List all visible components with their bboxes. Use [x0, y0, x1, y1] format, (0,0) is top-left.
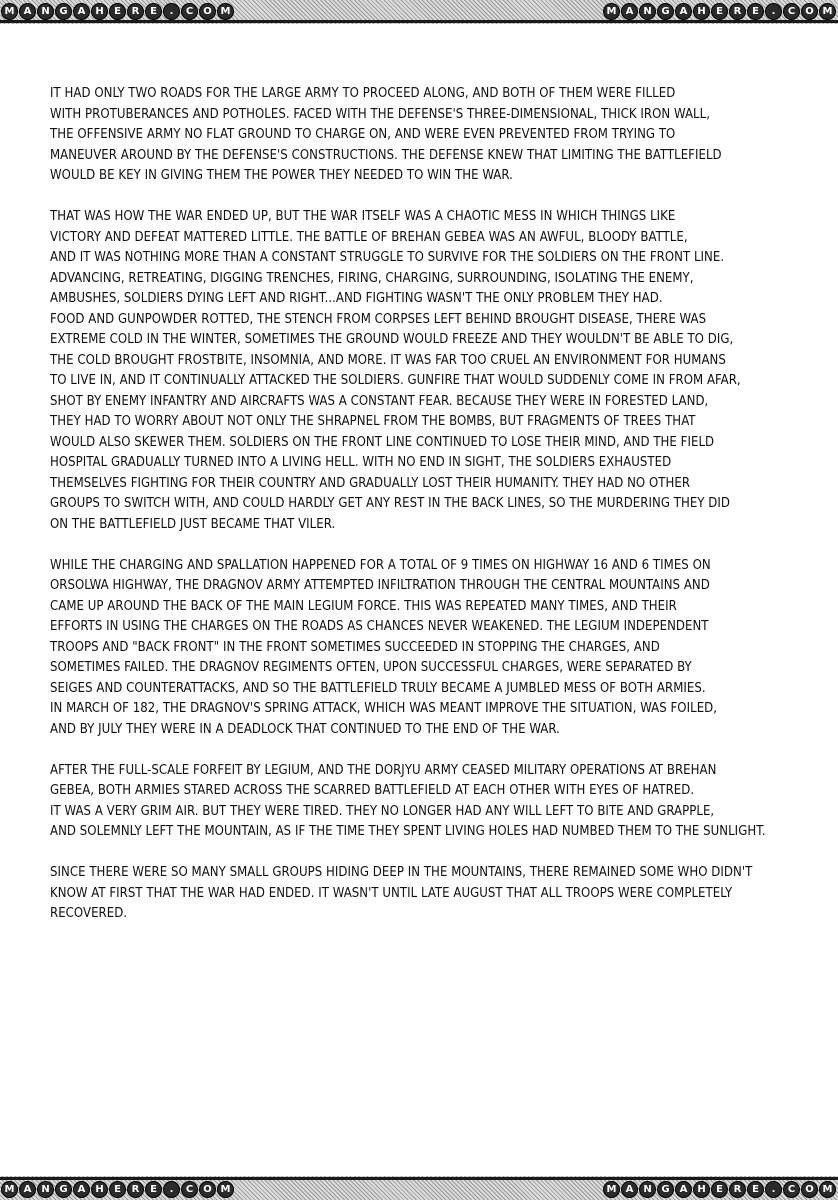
text-line: WOULD BE KEY IN GIVING THEM THE POWER THEY NEEDED TO WIN THE WAR. [50, 168, 513, 183]
paragraph [50, 556, 830, 741]
watermark-glyph: N [639, 1181, 656, 1198]
watermark-glyph: O [199, 1181, 216, 1198]
watermark-glyph: O [801, 3, 818, 20]
watermark-glyph: E [747, 1181, 764, 1198]
watermark-glyph: E [109, 1181, 126, 1198]
watermark-glyph: C [181, 1181, 198, 1198]
text-line: IT WAS A VERY GRIM AIR. BUT THEY WERE TIRED. THEY NO LONGER HAD ANY WILL LEFT TO BITE AND GRAPPLE, [50, 803, 715, 819]
text-line: CAME UP AROUND THE BACK OF THE MAIN LEGIUM FORCE. THIS WAS REPEATED MANY TIMES, AND THEIR [50, 598, 677, 614]
text-line: EFFORTS IN USING THE CHARGES ON THE ROADS AS CHANCES NEVER WEAKENED. THE LEGIUM INDEPENDENT [50, 619, 709, 634]
watermark-glyph: E [109, 3, 126, 20]
divider-line [0, 1177, 838, 1180]
text-line: SOMETIMES FAILED. THE DRAGNOV REGIMENTS OFTEN, UPON SUCCESSFUL CHARGES, WERE SEPARATED BY [50, 660, 692, 675]
text-line: MANEUVER AROUND BY THE DEFENSE'S CONSTRUCTIONS. THE DEFENSE KNEW THAT LIMITING THE BATTLEFIELD [50, 147, 722, 163]
watermark-glyph: N [37, 3, 54, 20]
watermark-glyph: A [675, 1181, 692, 1198]
watermark-glyph: G [55, 1181, 72, 1198]
watermark-glyph: O [199, 3, 216, 20]
watermark-glyph: . [765, 3, 782, 20]
paragraph [50, 207, 830, 535]
text-line: TROOPS AND "BACK FRONT" IN THE FRONT SOMETIMES SUCCEEDED IN STOPPING THE CHARGES, AND [50, 639, 660, 655]
watermark-glyph: M [819, 1181, 836, 1198]
watermark-glyph: E [711, 1181, 728, 1198]
divider-line [0, 20, 838, 23]
watermark-glyph: A [621, 1181, 638, 1198]
paragraph [50, 761, 830, 843]
text-line: SHOT BY ENEMY INFANTRY AND AIRCRAFTS WAS A CONSTANT FEAR. BECAUSE THEY WERE IN FORESTED LAND, [50, 393, 709, 409]
watermark-glyph: R [127, 3, 144, 20]
watermark-logo [1, 1181, 234, 1198]
watermark-glyph: O [801, 1181, 818, 1198]
watermark-glyph: A [675, 3, 692, 20]
text-line: GEBEA, BOTH ARMIES STARED ACROSS THE SCARRED BATTLEFIELD AT EACH OTHER WITH EYES OF HATRED. [50, 783, 695, 798]
watermark-glyph: E [145, 3, 162, 20]
text-line: ORSOLWA HIGHWAY, THE DRAGNOV ARMY ATTEMPTED INFILTRATION THROUGH THE CENTRAL MOUNTAINS AND [50, 578, 710, 593]
watermark-glyph: H [91, 3, 108, 20]
text-line: AND BY JULY THEY WERE IN A DEADLOCK THAT CONTINUED TO THE END OF THE WAR. [50, 721, 560, 737]
paragraph [50, 863, 830, 925]
text-line: THEMSELVES FIGHTING FOR THEIR COUNTRY AND GRADUALLY LOST THEIR HUMANITY. THEY HAD NO OTHER [50, 475, 691, 491]
watermark-glyph: H [693, 3, 710, 20]
top-watermark-bar [0, 0, 838, 24]
watermark-glyph: M [603, 1181, 620, 1198]
watermark-glyph: G [55, 3, 72, 20]
watermark-glyph: R [127, 1181, 144, 1198]
paragraph [50, 84, 830, 187]
text-line: AMBUSHES, SOLDIERS DYING LEFT AND RIGHT...AND FIGHTING WASN'T THE ONLY PROBLEM THEY HAD. [50, 291, 663, 306]
text-line: THE COLD BROUGHT FROSTBITE, INSOMNIA, AND MORE. IT WAS FAR TOO CRUEL AN ENVIRONMENT FOR HUMANS [50, 352, 726, 368]
document-text [50, 84, 830, 945]
watermark-glyph: E [747, 3, 764, 20]
watermark-glyph: G [657, 3, 674, 20]
watermark-glyph: N [37, 1181, 54, 1198]
text-line: AFTER THE FULL-SCALE FORFEIT BY LEGIUM, AND THE DORJYU ARMY CEASED MILITARY OPERATIONS AT BREHAN [50, 762, 717, 778]
watermark-glyph: E [711, 3, 728, 20]
text-line: AND IT WAS NOTHING MORE THAN A CONSTANT STRUGGLE TO SURVIVE FOR THE SOLDIERS ON THE FRONT LINE. [50, 250, 725, 265]
text-line: IT HAD ONLY TWO ROADS FOR THE LARGE ARMY TO PROCEED ALONG, AND BOTH OF THEM WERE FILLED [50, 86, 676, 101]
watermark-glyph: R [729, 3, 746, 20]
watermark-logo [1, 3, 234, 20]
watermark-glyph: M [603, 3, 620, 20]
watermark-glyph: A [73, 1181, 90, 1198]
watermark-glyph: G [657, 1181, 674, 1198]
bottom-watermark-bar [0, 1176, 838, 1200]
watermark-glyph: M [217, 1181, 234, 1198]
text-line: THAT WAS HOW THE WAR ENDED UP, BUT THE WAR ITSELF WAS A CHAOTIC MESS IN WHICH THINGS LIKE [50, 209, 676, 224]
watermark-glyph: A [19, 3, 36, 20]
text-line: ADVANCING, RETREATING, DIGGING TRENCHES, FIRING, CHARGING, SURROUNDING, ISOLATING THE ENEMY, [50, 270, 694, 286]
watermark-glyph: H [91, 1181, 108, 1198]
text-line: GROUPS TO SWITCH WITH, AND COULD HARDLY GET ANY REST IN THE BACK LINES, SO THE MURDERING THEY DID [50, 496, 731, 511]
watermark-logo [603, 3, 836, 20]
text-line: WOULD ALSO SKEWER THEM. SOLDIERS ON THE FRONT LINE CONTINUED TO LOSE THEIR MIND, AND THE FIELD [50, 434, 715, 450]
text-line: FOOD AND GUNPOWDER ROTTED, THE STENCH FROM CORPSES LEFT BEHIND BROUGHT DISEASE, THERE WAS [50, 311, 707, 327]
watermark-glyph: A [19, 1181, 36, 1198]
text-line: EXTREME COLD IN THE WINTER, SOMETIMES THE GROUND WOULD FREEZE AND THEY WOULDN'T BE ABLE TO DIG, [50, 332, 734, 347]
watermark-glyph: M [819, 3, 836, 20]
text-line: THE OFFENSIVE ARMY NO FLAT GROUND TO CHARGE ON, AND WERE EVEN PREVENTED FROM TRYING TO [50, 127, 676, 142]
watermark-glyph: A [621, 3, 638, 20]
text-line: SINCE THERE WERE SO MANY SMALL GROUPS HIDING DEEP IN THE MOUNTAINS, THERE REMAINED SOME WHO DIDN'T [50, 865, 753, 880]
watermark-glyph: A [73, 3, 90, 20]
watermark-glyph: M [1, 1181, 18, 1198]
watermark-glyph: M [217, 3, 234, 20]
watermark-glyph: H [693, 1181, 710, 1198]
text-line: ON THE BATTLEFIELD JUST BECAME THAT VILER. [50, 516, 336, 532]
watermark-glyph: . [163, 1181, 180, 1198]
text-line: TO LIVE IN, AND IT CONTINUALLY ATTACKED THE SOLDIERS. GUNFIRE THAT WOULD SUDDENLY COME IN FROM AFAR, [50, 373, 741, 388]
text-line: VICTORY AND DEFEAT MATTERED LITTLE. THE BATTLE OF BREHAN GEBEA WAS AN AWFUL, BLOODY BATTLE, [50, 229, 688, 245]
watermark-glyph: E [145, 1181, 162, 1198]
watermark-glyph: M [1, 3, 18, 20]
text-line: THEY HAD TO WORRY ABOUT NOT ONLY THE SHRAPNEL FROM THE BOMBS, BUT FRAGMENTS OF TREES THAT [50, 414, 696, 429]
text-line: WITH PROTUBERANCES AND POTHOLES. FACED WITH THE DEFENSE'S THREE-DIMENSIONAL, THICK IRON WALL, [50, 106, 711, 122]
watermark-glyph: C [783, 1181, 800, 1198]
text-line: AND SOLEMNLY LEFT THE MOUNTAIN, AS IF THE TIME THEY SPENT LIVING HOLES HAD NUMBED THEM TO THE SUNLIGHT. [50, 824, 766, 839]
watermark-glyph: N [639, 3, 656, 20]
text-line: HOSPITAL GRADUALLY TURNED INTO A LIVING HELL. WITH NO END IN SIGHT, THE SOLDIERS EXHAUSTED [50, 455, 672, 470]
text-line: KNOW AT FIRST THAT THE WAR HAD ENDED. IT WASN'T UNTIL LATE AUGUST THAT ALL TROOPS WERE COMPLETELY [50, 885, 733, 901]
text-line: WHILE THE CHARGING AND SPALLATION HAPPENED FOR A TOTAL OF 9 TIMES ON HIGHWAY 16 AND 6 TIMES ON [50, 557, 711, 573]
text-line: SEIGES AND COUNTERATTACKS, AND SO THE BATTLEFIELD TRULY BECAME A JUMBLED MESS OF BOTH ARMIES. [50, 680, 706, 696]
watermark-glyph: . [765, 1181, 782, 1198]
watermark-glyph: R [729, 1181, 746, 1198]
text-line: IN MARCH OF 182, THE DRAGNOV'S SPRING ATTACK, WHICH WAS MEANT IMPROVE THE SITUATION, WAS FOILED, [50, 701, 718, 716]
watermark-logo [603, 1181, 836, 1198]
watermark-glyph: . [163, 3, 180, 20]
watermark-glyph: C [783, 3, 800, 20]
text-line: RECOVERED. [50, 906, 128, 921]
watermark-glyph: C [181, 3, 198, 20]
